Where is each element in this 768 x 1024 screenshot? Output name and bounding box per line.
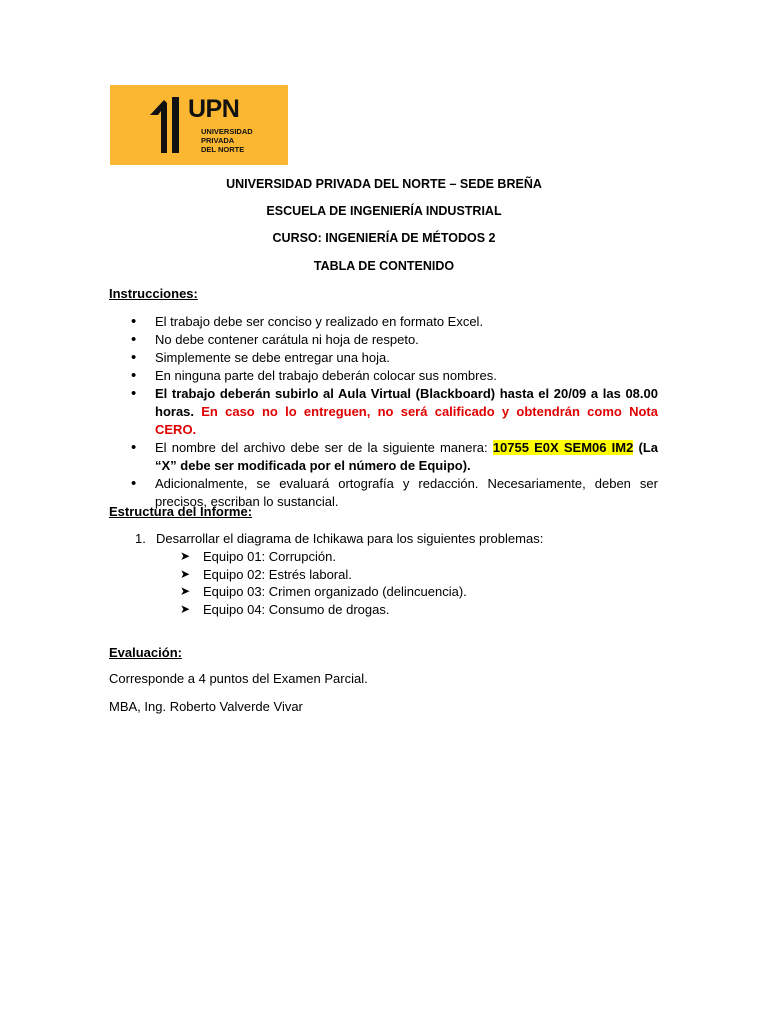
toc-title: TABLA DE CONTENIDO [313, 259, 455, 273]
list-item: • Simplemente se debe entregar una hoja. [109, 349, 658, 367]
logo-subtitle: UNIVERSIDAD PRIVADA DEL NORTE [201, 127, 253, 154]
list-item [109, 439, 658, 475]
signature: MBA, Ing. Roberto Valverde Vivar [109, 699, 303, 714]
upn-arrow-icon [150, 95, 184, 153]
filename-suffix: (La “X” debe ser modificada por el número de Equipo). [155, 440, 658, 473]
evaluation-heading: Evaluación: [109, 645, 182, 660]
arrow-bullet-icon: ➤ [180, 549, 191, 563]
list-item: • En ninguna parte del trabajo deberán colocar sus nombres. [109, 367, 658, 385]
course-title: CURSO: INGENIERÍA DE MÉTODOS 2 [272, 231, 496, 245]
list-item: ➤ Equipo 03: Crimen organizado (delincuencia). [180, 584, 467, 599]
deadline-text: El trabajo deberán subirlo al Aula Virtual (Blackboard) hasta el 20/09 a las 08.00 horas. [155, 386, 658, 419]
filename-prefix: El nombre del archivo debe ser de la siguiente manera: [155, 440, 493, 455]
list-item [109, 385, 658, 439]
instructions-heading: Instrucciones: [109, 286, 198, 301]
logo-brand: UPN [188, 95, 240, 123]
university-title: UNIVERSIDAD PRIVADA DEL NORTE – SEDE BREÑA [226, 177, 542, 191]
upn-logo [110, 85, 288, 165]
list-item: • No debe contener carátula ni hoja de respeto. [109, 331, 658, 349]
structure-heading: Estructura del Informe: [109, 504, 253, 519]
list-item: ➤ Equipo 02: Estrés laboral. [180, 566, 352, 582]
list-item: • Adicionalmente, se evaluará ortografía y redacción. Necesariamente, deben ser precisos, escriban lo sustancial. [109, 475, 658, 511]
filename-code: 10755 E0X SEM06 IM2 [492, 440, 634, 455]
teams-list [180, 548, 467, 618]
instructions-list [109, 313, 658, 511]
list-item: ➤ Equipo 01: Corrupción. [180, 549, 336, 564]
structure-item [135, 530, 543, 548]
item-text: Desarrollar el diagrama de Ichikawa para los siguientes problemas: [156, 531, 544, 546]
school-title: ESCUELA DE INGENIERÍA INDUSTRIAL [266, 204, 502, 218]
item-number: 1. [135, 531, 146, 546]
arrow-bullet-icon: ➤ [180, 601, 191, 616]
arrow-bullet-icon: ➤ [180, 584, 191, 598]
arrow-bullet-icon: ➤ [180, 566, 191, 581]
list-item: ➤ Equipo 04: Consumo de drogas. [180, 601, 390, 617]
list-item: • El trabajo debe ser conciso y realizado en formato Excel. [109, 313, 658, 331]
warning-text: En caso no lo entreguen, no será calificado y obtendrán como Nota CERO. [155, 404, 658, 437]
evaluation-text: Corresponde a 4 puntos del Examen Parcial. [109, 671, 368, 686]
